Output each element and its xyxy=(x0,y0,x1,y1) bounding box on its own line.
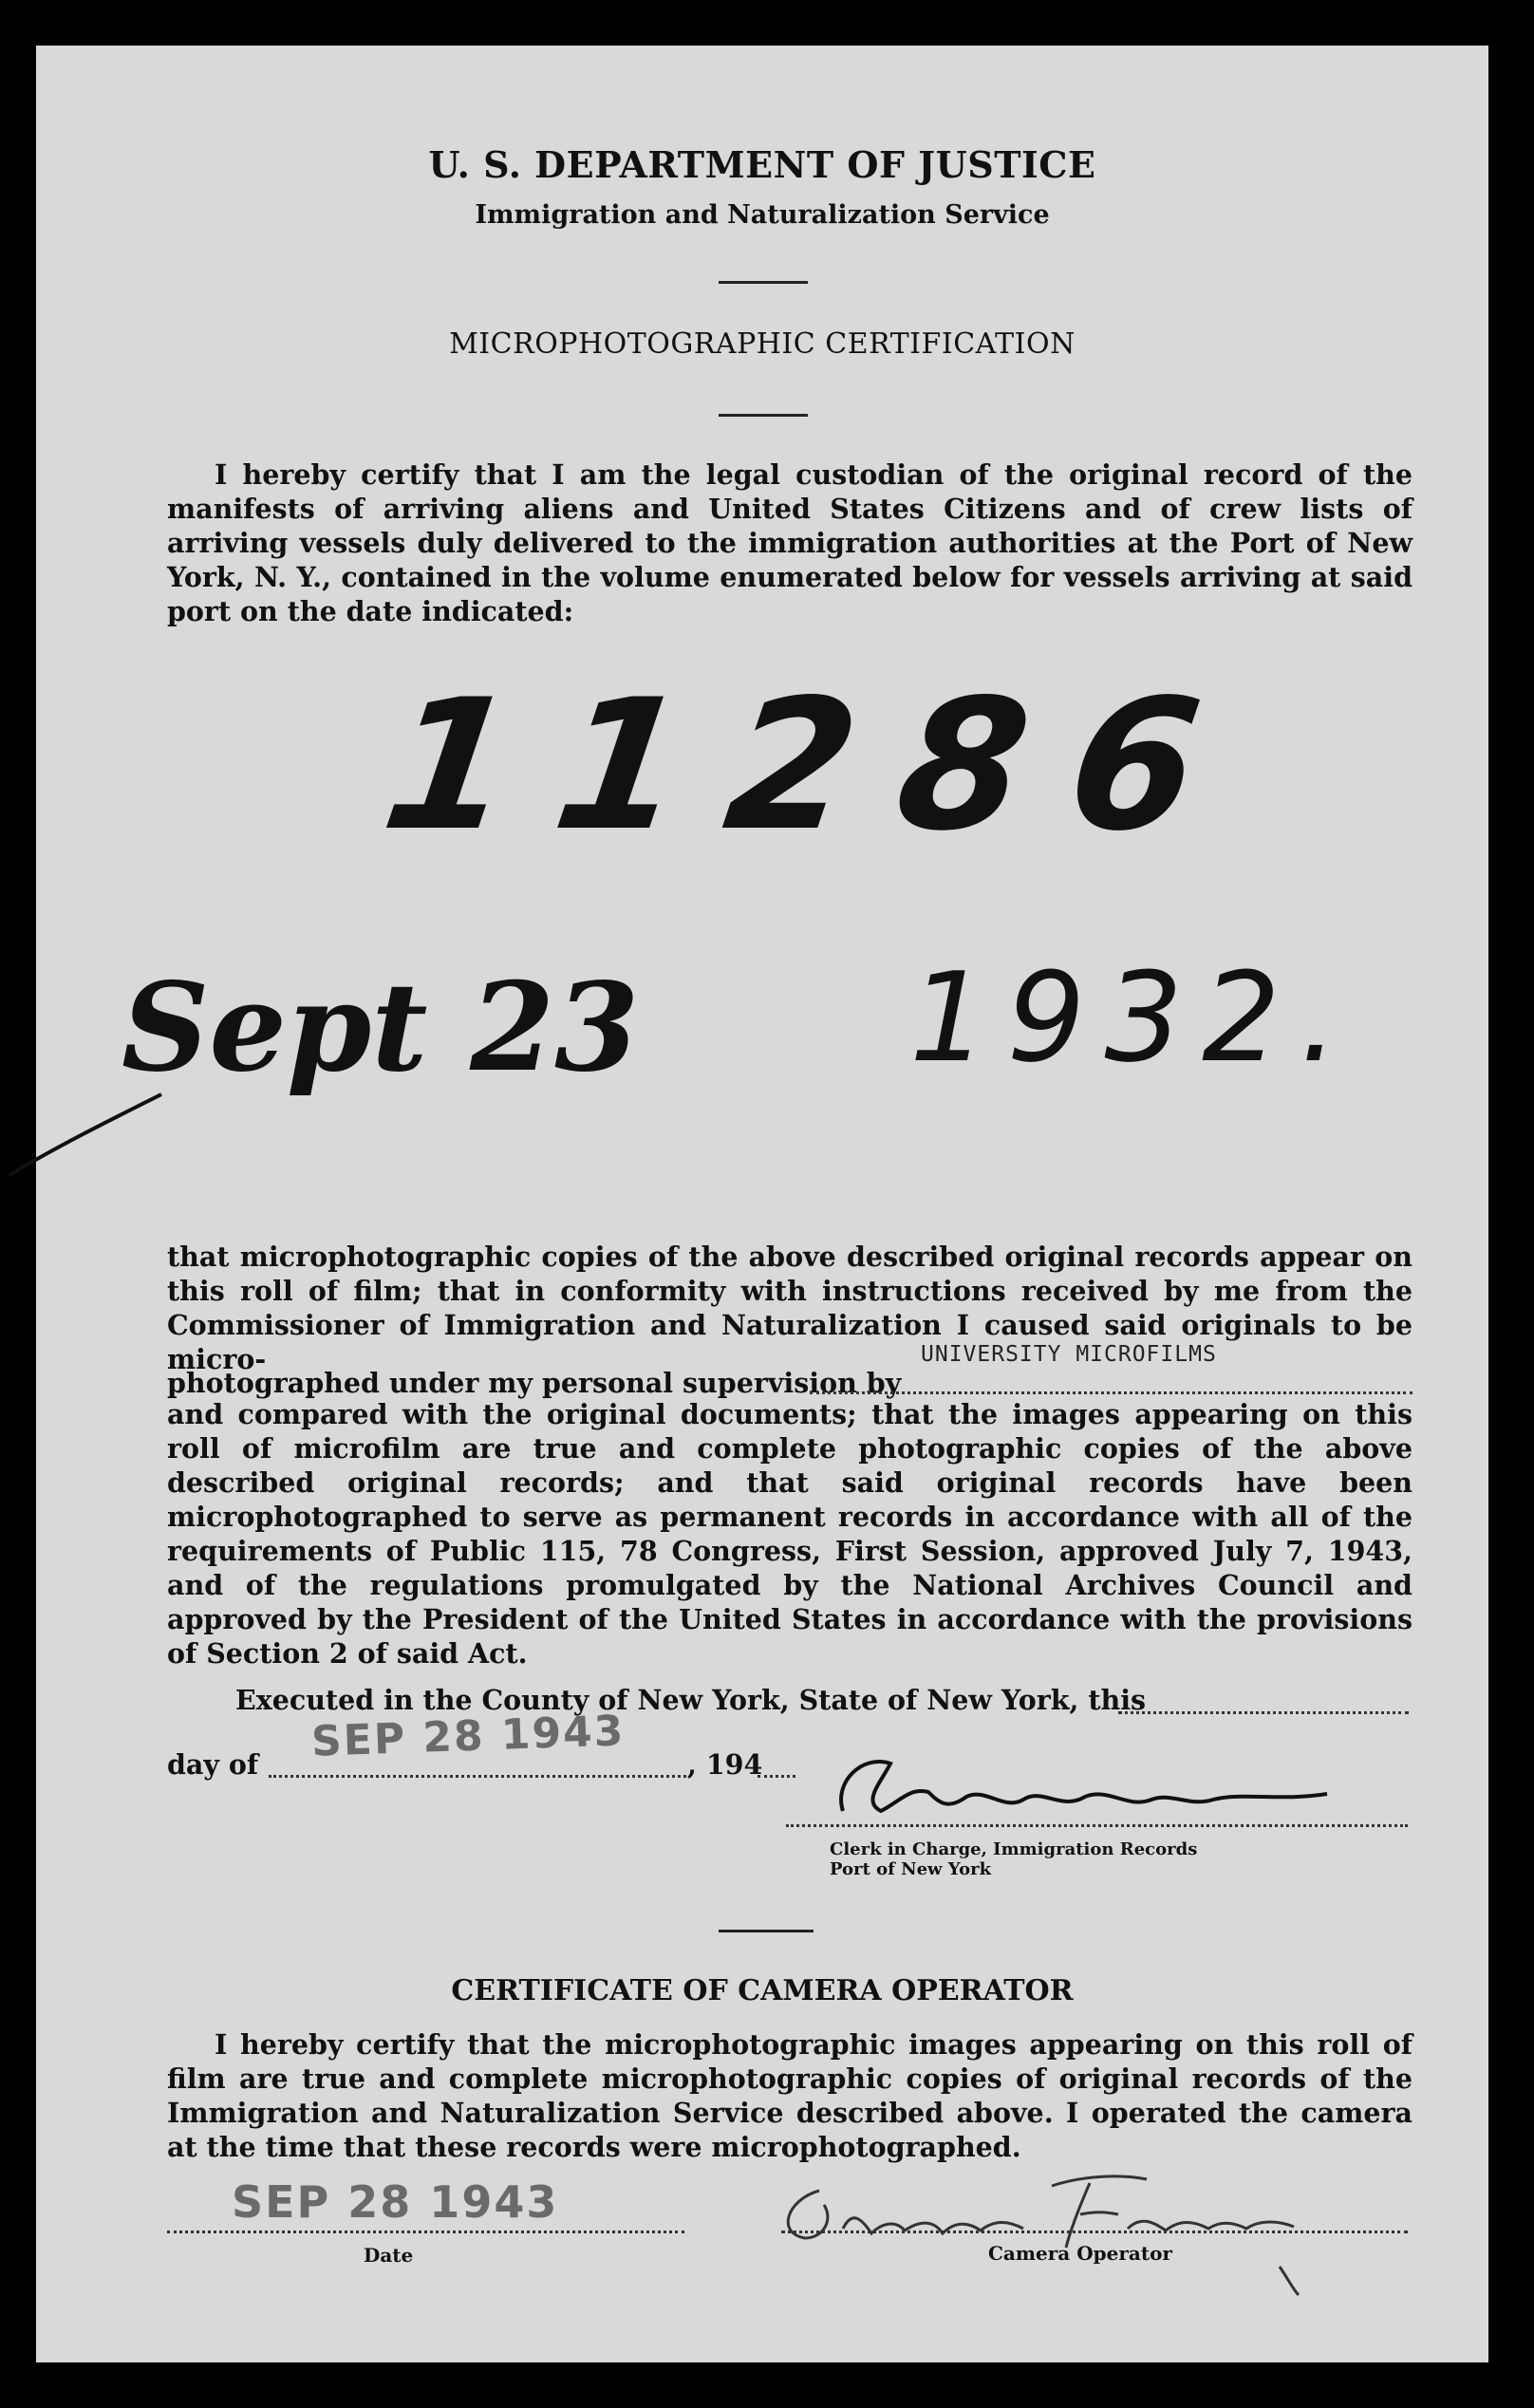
date-stamp-clerk: SEP 28 1943 xyxy=(310,1707,627,1766)
certificate-sheet xyxy=(36,46,1488,2362)
photographer-name: UNIVERSITY MICROFILMS xyxy=(921,1342,1217,1367)
body-paragraph-1: that microphotographic copies of the above described original records appear on this roll of film; that in conformity with instructions received by me from the Commissioner of Immigration and Naturalization I caused said originals to be micro- xyxy=(167,1241,1412,1375)
year-prefix: , 194 xyxy=(687,1748,763,1781)
camera-operator-signature xyxy=(767,2162,1356,2305)
camera-operator-text: I hereby certify that the microphotographic images appearing on this roll of film are true and complete microphotographic copies of original records of the Immigration and Naturalization Service described above. I operated the camera at the time that these records were microphotographed. xyxy=(167,2028,1412,2163)
clerk-signature xyxy=(824,1745,1356,1830)
executed-line: Executed in the County of New York, State of New York, this xyxy=(235,1684,1147,1716)
camera-operator-title: CERTIFICATE OF CAMERA OPERATOR xyxy=(451,1974,1074,2007)
year-dotted-line xyxy=(758,1775,795,1778)
handwritten-arrival-year: 1932. xyxy=(909,945,1358,1090)
clerk-signature-dotted-line xyxy=(786,1824,1408,1827)
intro-paragraph xyxy=(167,457,1412,628)
certification-title: MICROPHOTOGRAPHIC CERTIFICATION xyxy=(449,327,1076,361)
day-of-label: day of xyxy=(167,1748,259,1781)
handwritten-arrival-date: Sept 23 xyxy=(122,957,640,1099)
supervision-dotted-line xyxy=(810,1391,1412,1394)
operator-signature-dotted-line xyxy=(781,2231,1408,2233)
department-title: U. S. DEPARTMENT OF JUSTICE xyxy=(428,143,1096,186)
section-divider xyxy=(719,1930,814,1932)
intro-text: I hereby certify that I am the legal custodian of the original record of the manifests of arriving aliens and United States Citizens and of crew lists of arriving vessels duly delivered to the immigration authorities at the Port of New York, N. Y., contained in the volume enumerated below for vessels arriving at said port on the date indicated: xyxy=(167,458,1412,627)
body-paragraph-3: and compared with the original documents; that the images appearing on this roll of microfilm are true and complete photographic copies of the above described original records; and that said original records have been microphotographed to serve as permanent records in accordance with all of the requirements of Public 115, 78 Congress, First Session, approved July 7, 1943, and of the regulations promulgated by the National Archives Council and approved by the President of the United States in accordance with the provisions of Section 2 of said Act. xyxy=(167,1398,1412,1670)
handwritten-volume-number: 11286 xyxy=(372,661,1258,870)
clerk-title-line2: Port of New York xyxy=(830,1859,992,1879)
day-of-dotted-line xyxy=(269,1775,686,1778)
clerk-title-line1: Clerk in Charge, Immigration Records xyxy=(830,1839,1198,1859)
date-label: Date xyxy=(364,2244,414,2267)
title-divider xyxy=(719,414,808,417)
camera-operator-label: Camera Operator xyxy=(988,2242,1172,2265)
camera-operator-paragraph xyxy=(167,2027,1412,2164)
service-subtitle: Immigration and Naturalization Service xyxy=(475,200,1050,230)
executed-dotted-line xyxy=(1118,1711,1409,1714)
supervision-line: photographed under my personal supervision by xyxy=(167,1367,902,1399)
operator-date-dotted-line xyxy=(167,2231,684,2233)
date-stamp-operator: SEP 28 1943 xyxy=(232,2176,559,2228)
pen-stroke-mark xyxy=(0,1071,190,1185)
header-divider xyxy=(719,281,808,284)
